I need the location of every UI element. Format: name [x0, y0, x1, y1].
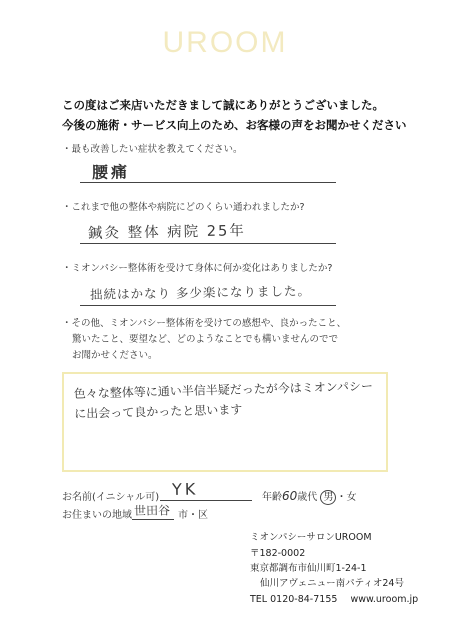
- age-value: 60: [282, 489, 298, 503]
- age-field: [262, 488, 356, 505]
- city-label: 市・区: [178, 510, 208, 521]
- question-2: ・これまで他の整体や病院にどのくらい通われましたか?: [62, 202, 305, 213]
- gender-male-circled: 男: [320, 490, 336, 505]
- name-label: お名前(イニシャル可): [62, 492, 160, 503]
- question-4: [62, 316, 402, 364]
- answer-1: 腰痛: [91, 162, 131, 182]
- age-suffix: 歳代: [297, 492, 318, 503]
- footer-name: ミオンパシーサロンUROOM: [250, 532, 372, 543]
- intro-line-2: 今後の施術・サービス向上のため、お客様の声をお聞かせください: [62, 118, 407, 132]
- footer-contact: [250, 592, 418, 607]
- answer-2-line: [80, 243, 336, 244]
- answer-3: 拙続はかなり 多少楽になりました。: [89, 283, 312, 302]
- logo: UROOM: [162, 26, 288, 59]
- intro-line-1: この度はご来店いただきまして誠にありがとうございました。: [62, 98, 384, 112]
- question-4-line-1: ・その他、ミオンパシー整体術を受けての感想や、良かったこと、: [62, 318, 347, 329]
- question-1: ・最も改善したい症状を教えてください。: [62, 144, 243, 155]
- gender-separator: ・: [336, 492, 347, 503]
- comment-box: [62, 372, 388, 472]
- area-value: 世田谷: [133, 503, 171, 518]
- intro-text: [62, 95, 422, 135]
- area-line: [132, 519, 174, 520]
- question-4-line-2: 驚いたこと、要望など、どのようなことでも構いませんのでで: [72, 334, 339, 345]
- footer-url[interactable]: www.uroom.jp: [350, 594, 419, 605]
- answer-2: 鍼灸 整体 病院 25年: [87, 223, 246, 242]
- name-value: YK: [171, 479, 199, 499]
- footer-tel: TEL 0120-84-7155: [250, 594, 338, 605]
- footer-zip: 〒182-0002: [250, 548, 306, 559]
- age-label: 年齢: [262, 492, 282, 503]
- question-3: ・ミオンパシー整体術を受けて身体に何か変化はありましたか?: [62, 263, 333, 274]
- answer-3-line: [80, 305, 336, 306]
- footer-address-2: 仙川アヴェニュー南パティオ24号: [260, 578, 404, 589]
- area-label: お住まいの地域: [62, 510, 132, 521]
- gender-female: 女: [346, 492, 357, 503]
- footer-address-1: 東京都調布市仙川町1-24-1: [250, 563, 367, 574]
- name-line: [160, 500, 252, 501]
- question-4-line-3: お聞かせください。: [72, 350, 158, 361]
- answer-1-line: [80, 182, 336, 183]
- comment-text: 色々な整体等に通い半信半疑だったが今はミオンパシーに出会って良かったと思います: [73, 379, 374, 421]
